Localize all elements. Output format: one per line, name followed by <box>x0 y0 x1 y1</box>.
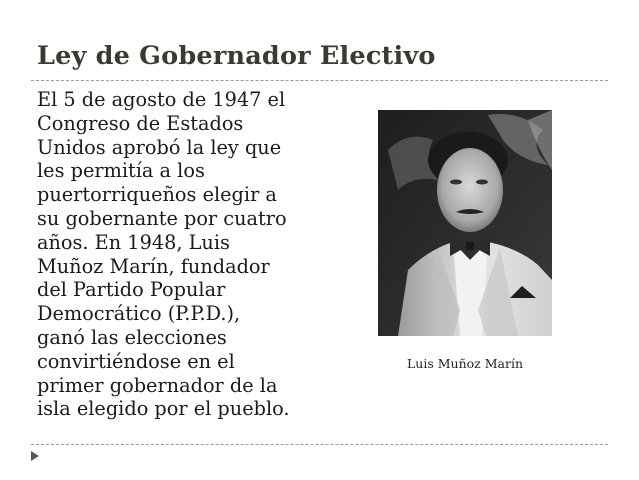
body-line: Democrático (P.P.D.), <box>37 302 241 326</box>
body-line: del Partido Popular <box>37 278 226 302</box>
body-line: ganó las elecciones <box>37 325 227 349</box>
body-line: primer gobernador de la <box>37 373 278 397</box>
body-line: convirtiéndose en el <box>37 349 235 373</box>
body-line: puertorriqueños elegir a <box>37 183 277 207</box>
body-line: El 5 de agosto de 1947 el <box>37 88 286 111</box>
body-line: Congreso de Estados <box>37 111 244 135</box>
body-line: años. En 1948, Luis <box>37 230 230 254</box>
body-paragraph <box>37 88 327 421</box>
body-line: Muñoz Marín, fundador <box>37 254 270 278</box>
body-line: su gobernante por cuatro <box>37 206 287 230</box>
body-line: les permitía a los <box>37 159 205 183</box>
body-line: Unidos aprobó la ley que <box>37 135 282 159</box>
body-line: isla elegido por el pueblo. <box>37 397 290 421</box>
portrait-photo <box>378 110 552 336</box>
photo-caption: Luis Muñoz Marín <box>407 356 523 371</box>
title-divider <box>31 80 608 81</box>
play-triangle-icon[interactable] <box>31 451 39 461</box>
slide-title: Ley de Gobernador Electivo <box>37 41 436 71</box>
footer-divider <box>31 444 608 445</box>
